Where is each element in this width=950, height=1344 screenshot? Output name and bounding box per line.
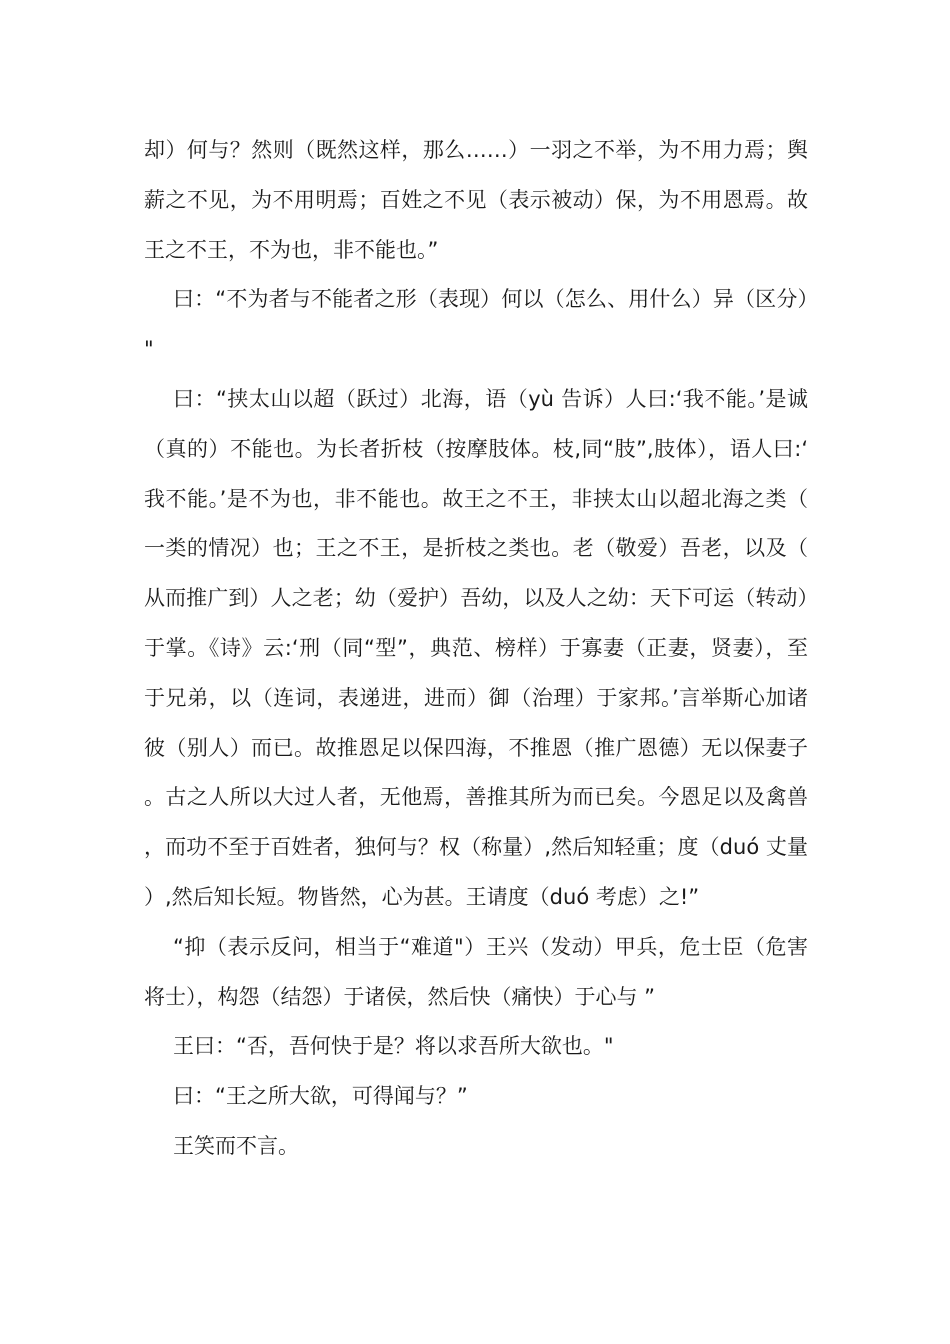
document-body xyxy=(144,126,808,1172)
paragraph-3: 曰：“挟太山以超（跃过）北海，语（yù 告诉）人曰:‘我不能。’是诚（真的）不能也。为长者折枝（按摩肢体。枝,同“肢”,肢体），语人曰:‘我不能。’是不为也，非不能也。故王之不王，非挟太山以超北海之类（一类的情况）也；王之不王，是折枝之类也。老（敬爱）吾老，以及（从而推广到）人之老；幼（爱护）吾幼，以及人之幼：天下可运（转动）于掌。《诗》云:‘刑（同“型”，典范、榜样）于寡妻（正妻，贤妻），至于兄弟，以（连词，表递进，进而）御（治理）于家邦。’言举斯心加诸彼（别人）而已。故推恩足以保四海，不推恩（推广恩德）无以保妻子。古之人所以大过人者，无他焉，善推其所为而已矣。今恩足以及禽兽，而功不至于百姓者，独何与？权（称量）,然后知轻重；度（duó 丈量）,然后知长短。物皆然，心为甚。王请度（duó 考虑）之!” xyxy=(144,386,808,909)
paragraph-7: 王笑而不言。 xyxy=(173,1133,299,1158)
paragraph-5: 王曰：“否，吾何快于是？将以求吾所大欲也。" xyxy=(173,1034,614,1059)
paragraph-1: 却）何与？然则（既然这样，那么……）一羽之不举，为不用力焉；舆薪之不见，为不用明焉；百姓之不见（表示被动）保，为不用恩焉。故王之不王，不为也，非不能也。” xyxy=(144,138,808,262)
paragraph-2: 曰：“不为者与不能者之形（表现）何以（怎么、用什么）异（区分）" xyxy=(144,287,808,362)
paragraph-6: 曰：“王之所大欲，可得闻与？” xyxy=(173,1084,468,1109)
paragraph-4: “抑（表示反问，相当于“难道"）王兴（发动）甲兵，危士臣（危害将士），构怨（结怨）于诸侯，然后快（痛快）于心与 ” xyxy=(144,934,808,1009)
